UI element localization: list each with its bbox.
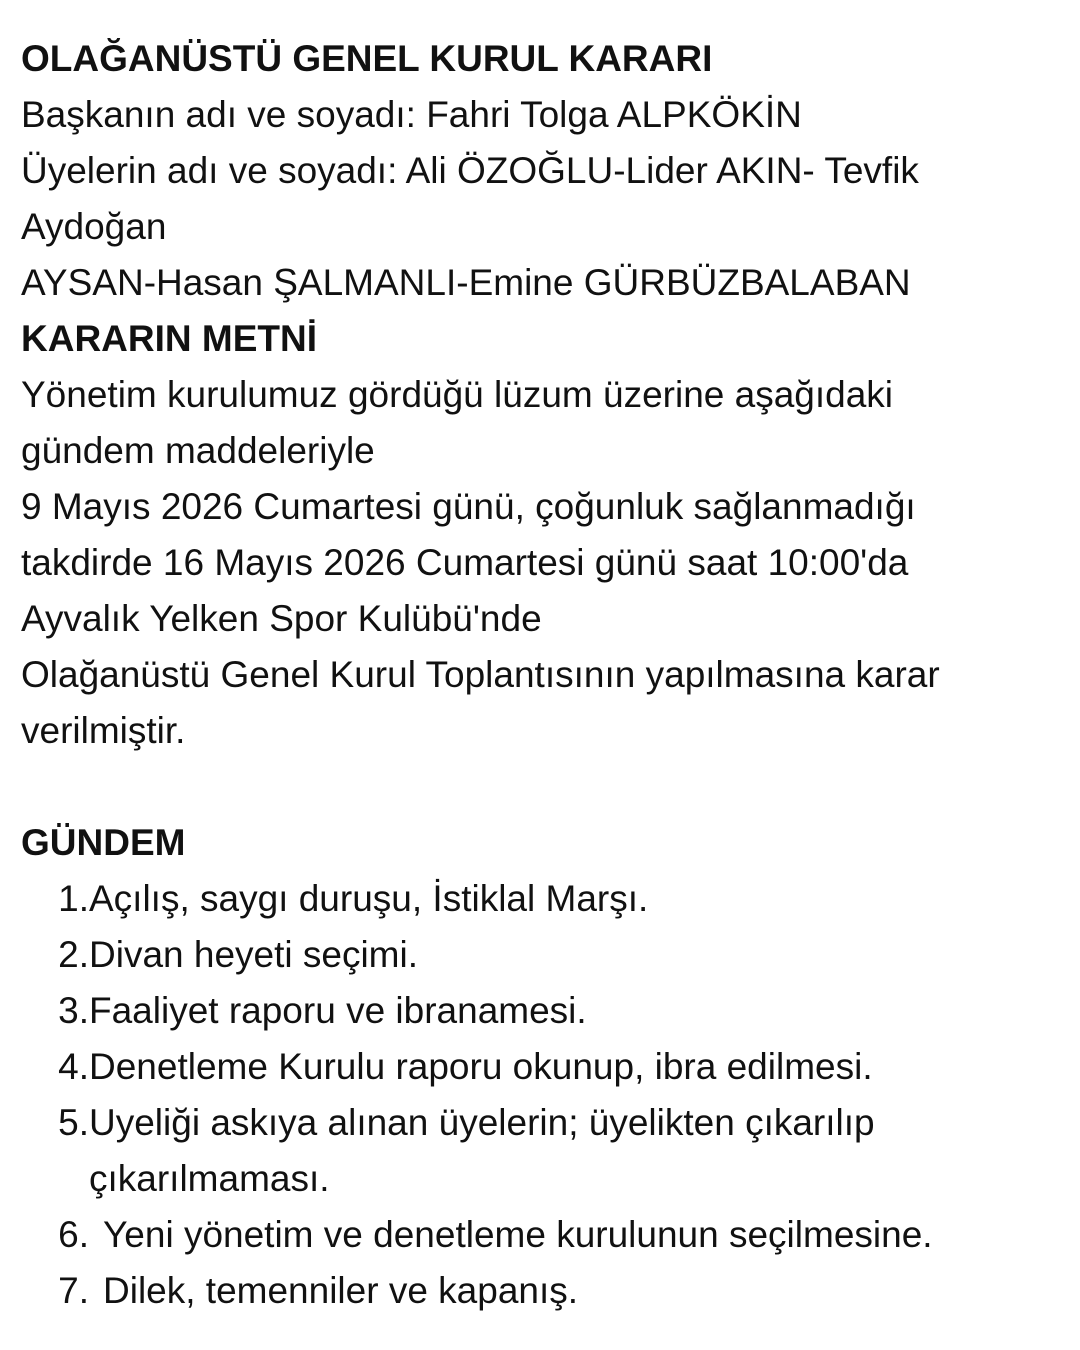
decision-text [21, 367, 1061, 759]
agenda-text-line: Faaliyet raporu ve ibranamesi. [89, 990, 587, 1031]
members-line: AYSAN-Hasan ŞALMANLI-Emine GÜRBÜZBALABAN [21, 262, 911, 303]
president-line: Başkanın adı ve soyadı: Fahri Tolga ALPKÖKİN [21, 94, 802, 135]
agenda-number: 1. [58, 878, 89, 919]
agenda-number-value: 7. [58, 1270, 89, 1311]
agenda-item [21, 871, 1061, 927]
agenda-item [21, 1039, 1061, 1095]
agenda-item [21, 1095, 1061, 1207]
agenda-number [21, 1207, 103, 1263]
agenda-text-line: Yeni yönetim ve denetleme kurulunun seçilmesine. [103, 1214, 933, 1255]
agenda-text-line: çıkarılmaması. [89, 1158, 330, 1199]
decision-line: gündem maddeleriyle [21, 430, 375, 471]
agenda-text [103, 1207, 933, 1263]
agenda-heading: GÜNDEM [21, 822, 186, 863]
agenda-text-line: Açılış, saygı duruşu, İstiklal Marşı. [89, 878, 649, 919]
agenda-text [89, 1095, 875, 1207]
decision-line: 9 Mayıs 2026 Cumartesi günü, çoğunluk sağlanmadığı [21, 486, 916, 527]
agenda-text-line: Divan heyeti seçimi. [89, 934, 419, 975]
agenda-number: 5. [58, 1102, 89, 1143]
decision-heading: KARARIN METNİ [21, 318, 317, 359]
agenda-item [21, 927, 1061, 983]
document [21, 31, 1061, 1319]
agenda-text-line: Denetleme Kurulu raporu okunup, ibra edilmesi. [89, 1046, 873, 1087]
agenda-text [89, 871, 648, 927]
decision-line: verilmiştir. [21, 710, 186, 751]
agenda-number: 3. [58, 990, 89, 1031]
agenda-text [89, 1039, 873, 1095]
agenda-item [21, 983, 1061, 1039]
agenda-number [21, 1263, 103, 1319]
agenda-text-line: Dilek, temenniler ve kapanış. [103, 1270, 579, 1311]
agenda-number: 4. [58, 1046, 89, 1087]
agenda-number-value: 6. [58, 1214, 89, 1255]
decision-line: Olağanüstü Genel Kurul Toplantısının yapılmasına karar [21, 654, 940, 695]
agenda-text [89, 983, 587, 1039]
members-block [21, 143, 1061, 311]
decision-line: takdirde 16 Mayıs 2026 Cumartesi günü saat 10:00'da [21, 542, 909, 583]
blank-line [21, 759, 1061, 815]
members-line: Aydoğan [21, 206, 167, 247]
agenda-item [21, 1263, 1061, 1319]
agenda-number: 2. [58, 934, 89, 975]
agenda-text [89, 927, 418, 983]
agenda-text-line: Uyeliği askıya alınan üyelerin; üyelikten çıkarılıp [89, 1102, 875, 1143]
decision-line: Yönetim kurulumuz gördüğü lüzum üzerine aşağıdaki [21, 374, 894, 415]
agenda-list [21, 871, 1061, 1319]
members-line: Üyelerin adı ve soyadı: Ali ÖZOĞLU-Lider AKIN- Tevfik [21, 150, 919, 191]
agenda-item [21, 1207, 1061, 1263]
document-title: OLAĞANÜSTÜ GENEL KURUL KARARI [21, 38, 713, 79]
decision-line: Ayvalık Yelken Spor Kulübü'nde [21, 598, 542, 639]
agenda-text [103, 1263, 578, 1319]
